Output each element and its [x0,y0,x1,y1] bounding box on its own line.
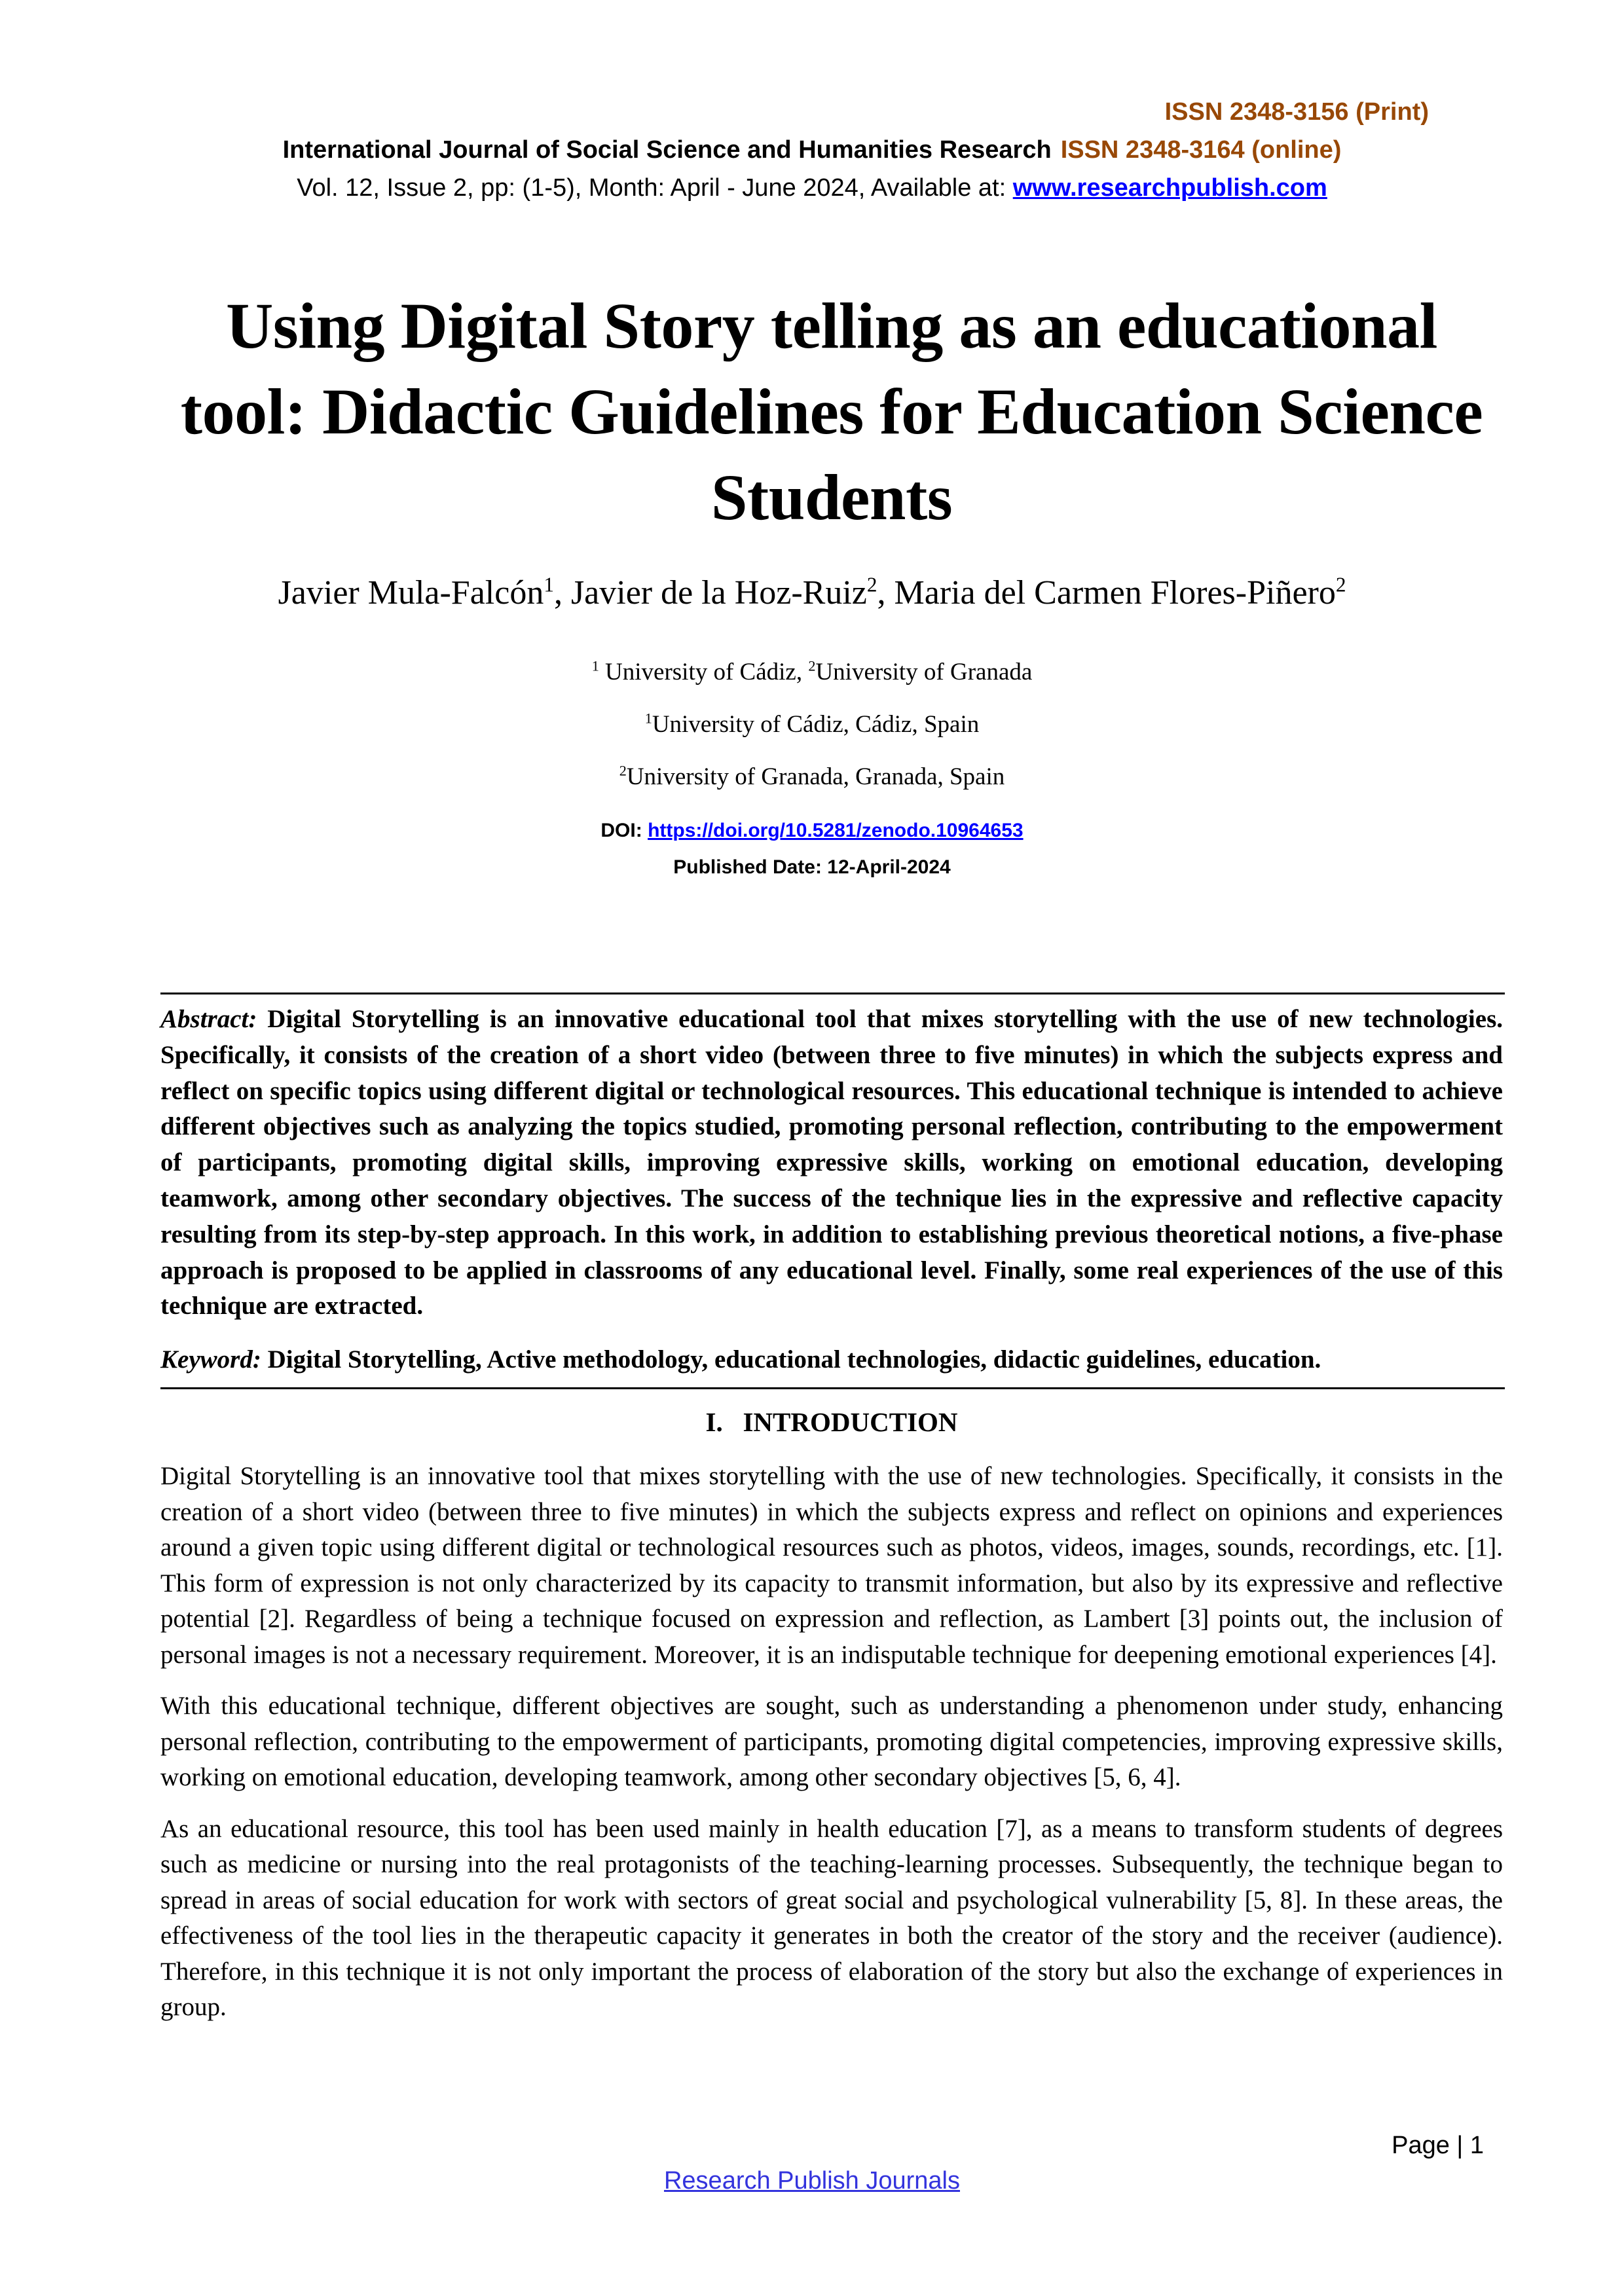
keywords-label: Keyword: [160,1345,261,1374]
doi-line [0,821,1624,841]
keywords [160,1342,1503,1377]
journal-header [0,137,1624,162]
volume-info-line [0,175,1624,200]
issn-online: ISSN 2348-3164 (online) [1060,136,1342,164]
page-number: Page | 1 [1392,2132,1484,2159]
keywords-text: Digital Storytelling, Active methodology, educational technologies, didactic guidelines, education. [261,1345,1321,1374]
introduction-body [160,1459,1503,2041]
doi-label: DOI: [600,820,648,841]
published-date: Published Date: 12-April-2024 [673,856,951,878]
footer [0,2168,1624,2193]
paragraph: Digital Storytelling is an innovative tool that mixes storytelling with the use of new technologies. Specifically, it consists in the creation of a short video (between three to five minutes) in which the subjects express and reflect on opinions and experiences around a given topic using different digital or technological resources such as photos, videos, images, sounds, recordings, etc. [1]. This form of expression is not only characterized by its capacity to transmit information, but also by its expressive and reflective potential [2]. Regardless of being a technique focused on expression and reflection, as Lambert [3] points out, the inclusion of personal images is not a necessary requirement. Moreover, it is an indisputable technique for deepening emotional experiences [4]. [160,1462,1503,1669]
affiliation-marker: 2 [866,573,877,596]
affiliation-line-1: $^1$ University of Cádiz, $^2$University of Granada [591,657,1033,685]
section-heading: I. INTRODUCTION [705,1407,958,1437]
abstract-label: Abstract: [160,1005,257,1033]
author: Maria del Carmen Flores-Piñero$^2$ [894,573,1346,611]
abstract [160,1002,1503,1324]
authors-line [0,573,1624,611]
author: Javier Mula-Falcón$^1$, [278,573,571,611]
abstract-text: Digital Storytelling is an innovative educational tool that mixes storytelling with the use of new technologies. Specifically, it consists of the creation of a short video (between three to five minutes) in which the subjects express and reflect on specific topics using different digital or technological resources. This educational technique is intended to achieve different objectives such as analyzing the topics studied, promoting personal reflection, contributing to the empowerment of participants, promoting digital skills, improving expressive skills, working on emotional education, developing teamwork, among other secondary objectives. The success of the technique lies in the expressive and reflective capacity resulting from its step-by-step approach. In this work, in addition to establishing previous theoretical notions, a five-phase approach is proposed to be applied in classrooms of any educational level. Finally, some real experiences of the use of this technique are extracted. [160,1005,1503,1321]
affiliation-line-3: $^2$University of Granada, Granada, Spain [619,762,1005,790]
journal-name: International Journal of Social Science and Humanities Research [282,136,1052,164]
affiliation-line-2: $^1$University of Cádiz, Cádiz, Spain [644,710,980,738]
abstract-bottom-rule [160,1387,1505,1389]
paragraph: As an educational resource, this tool has been used mainly in health education [7], as a means to transform students of degrees such as medicine or nursing into the real protagonists of the teaching-learning processes. Subsequently, the technique began to spread in areas of social education for work with sectors of great social and psychological vulnerability [5, 8]. In these areas, the effectiveness of the tool lies in the therapeutic capacity it generates in both the creator of the story and the receiver (audience). Therefore, in this technique it is not only important the process of elaboration of the story but also the exchange of experiences in group. [160,1814,1503,2021]
author: Javier de la Hoz-Ruiz$^2$, [570,573,895,611]
doi-link[interactable]: https://doi.org/10.5281/zenodo.10964653 [648,820,1024,841]
paper-title: Using Digital Story telling as an educational tool: Didactic Guidelines for Education Science Students [180,289,1483,534]
affiliation-marker: 2 [1335,573,1346,596]
paragraph: With this educational technique, different objectives are sought, such as understanding a phenomenon under study, enhancing personal reflection, contributing to the empowerment of participants, promoting digital competencies, improving expressive skills, working on emotional education, developing teamwork, among other secondary objectives [5, 6, 4]. [160,1692,1503,1791]
footer-journal-link[interactable]: Research Publish Journals [663,2167,960,2195]
volume-info: Vol. 12, Issue 2, pp: (1-5), Month: April - June 2024, Available at: [297,174,1013,202]
abstract-top-rule [160,993,1505,994]
issn-print: ISSN 2348-3156 (Print) [1164,98,1429,126]
website-link[interactable]: www.researchpublish.com [1012,174,1327,202]
affiliation-marker: 1 [544,573,554,596]
